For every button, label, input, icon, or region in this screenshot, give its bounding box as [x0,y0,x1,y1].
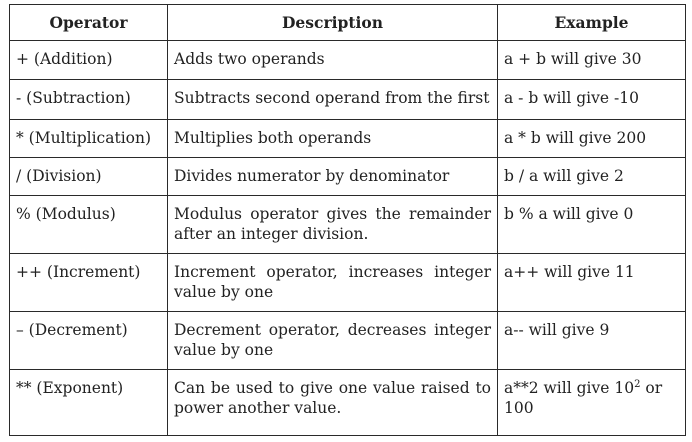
operator-cell: - (Subtraction) [10,80,168,120]
description-cell: Decrement operator, decreases integer value by one [168,312,498,370]
operator-cell: + (Addition) [10,41,168,80]
description-cell: Adds two operands [168,41,498,80]
operator-cell: / (Division) [10,158,168,196]
example-cell: a * b will give 200 [498,120,686,158]
table-row [10,80,686,120]
example-text: a**2 will give 10 [504,379,635,397]
operator-cell: * (Multiplication) [10,120,168,158]
header-operator: Operator [10,5,168,41]
description-cell: Modulus operator gives the remainder after an integer division. [168,196,498,254]
description-cell: Subtracts second operand from the first [168,80,498,120]
example-cell: b % a will give 0 [498,196,686,254]
operator-cell: ++ (Increment) [10,254,168,312]
header-description: Description [168,5,498,41]
description-cell: Increment operator, increases integer value by one [168,254,498,312]
example-cell: a-- will give 9 [498,312,686,370]
operator-cell: % (Modulus) [10,196,168,254]
table-row [10,196,686,254]
example-cell: a - b will give -10 [498,80,686,120]
header-example: Example [498,5,686,41]
operators-table [9,4,686,436]
table-row [10,312,686,370]
description-cell: Multiplies both operands [168,120,498,158]
description-cell: Divides numerator by denominator [168,158,498,196]
superscript-exponent: 2 [634,378,641,390]
operator-cell: ** (Exponent) [10,370,168,436]
example-cell: a + b will give 30 [498,41,686,80]
example-cell: a++ will give 11 [498,254,686,312]
table-row [10,254,686,312]
header-row [10,5,686,41]
table-row [10,370,686,436]
example-cell [498,370,686,436]
example-cell: b / a will give 2 [498,158,686,196]
example-text-suffix: or 100 [504,379,663,417]
description-cell: Can be used to give one value raised to power another value. [168,370,498,436]
operator-cell: – (Decrement) [10,312,168,370]
table-row [10,41,686,80]
table-row [10,120,686,158]
table-row [10,158,686,196]
